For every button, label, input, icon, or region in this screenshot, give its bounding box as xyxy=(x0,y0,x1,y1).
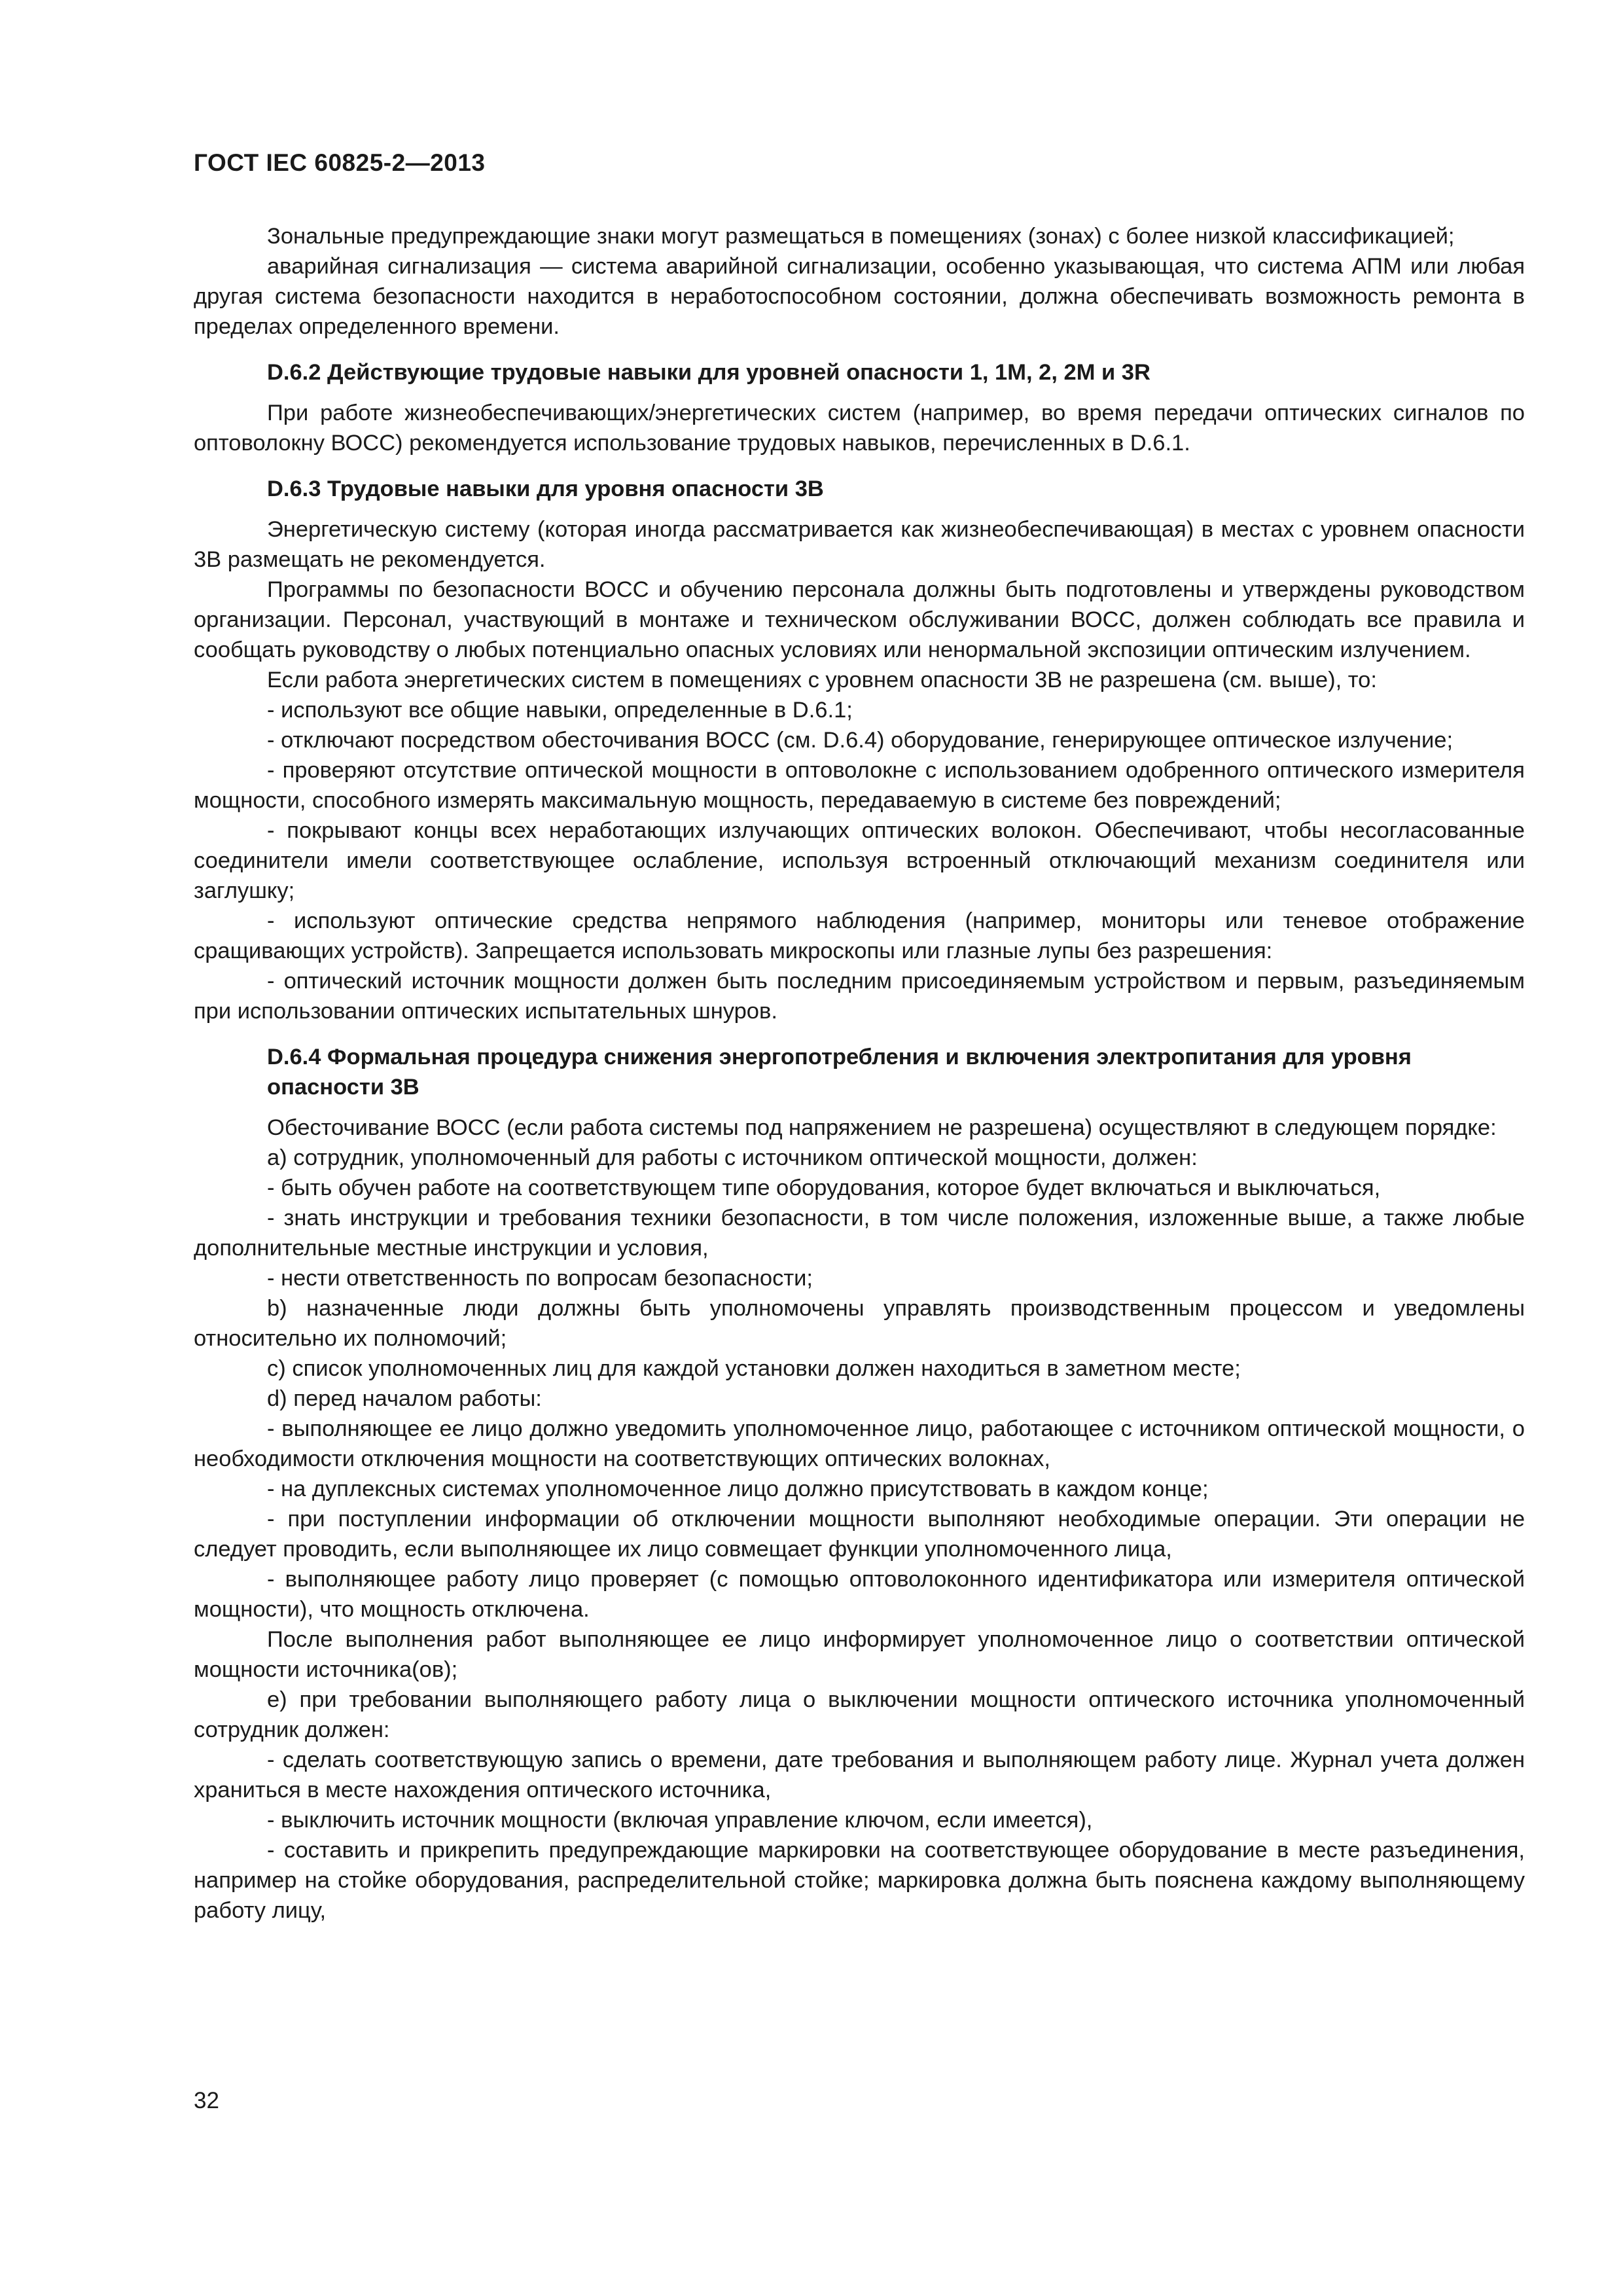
paragraph: Энергетическую систему (которая иногда рассматривается как жизнеобеспечивающая) в местах с уровнем опасности 3В размещать не рекомендуется. xyxy=(194,517,1525,572)
list-item: - выполняющее ее лицо должно уведомить уполномоченное лицо, работающее с источником оптической мощности, о необходимости отключения мощности на соответствующих оптических волокнах, xyxy=(194,1416,1525,1471)
paragraph: При работе жизнеобеспечивающих/энергетических систем (например, во время передачи оптических сигналов по оптоволокну ВОСС) рекомендуется использование трудовых навыков, перечисленных в D.6.1. xyxy=(194,401,1525,456)
list-item: b) назначенные люди должны быть уполномочены управлять производственным процессом и уведомлены относительно их полномочий; xyxy=(194,1296,1525,1351)
list-item: - сделать соответствующую запись о времени, дате требования и выполняющем работу лице. Журнал учета должен храниться в месте нахождения оптического источника, xyxy=(194,1748,1525,1803)
page-number: 32 xyxy=(194,2088,219,2113)
list-item: - нести ответственность по вопросам безопасности; xyxy=(267,1266,813,1291)
section-heading-d63: D.6.3 Трудовые навыки для уровня опасности 3В xyxy=(267,476,824,501)
list-item: - выполняющее работу лицо проверяет (с помощью оптоволоконного идентификатора или измерителя оптической мощности), что мощность отключена. xyxy=(194,1567,1525,1622)
paragraph: аварийная сигнализация — система аварийной сигнализации, особенно указывающая, что система АПМ или любая другая система безопасности находится в неработоспособном состоянии, должна обеспечивать возможность ремонта в пределах определенного времени. xyxy=(194,254,1525,339)
list-item: е) при требовании выполняющего работу лица о выключении мощности оптического источника уполномоченный сотрудник должен: xyxy=(194,1687,1525,1742)
list-item: - используют все общие навыки, определенные в D.6.1; xyxy=(267,698,853,723)
list-item: - выключить источник мощности (включая управление ключом, если имеется), xyxy=(267,1808,1093,1833)
section-heading-d62: D.6.2 Действующие трудовые навыки для уровней опасности 1, 1М, 2, 2М и 3R xyxy=(267,360,1150,385)
list-item: - проверяют отсутствие оптической мощности в оптоволокне с использованием одобренного оптического измерителя мощности, способного измерять максимальную мощность, передаваемую в системе без повреждений; xyxy=(194,758,1525,813)
document-body xyxy=(194,221,1525,1926)
list-item: - оптический источник мощности должен быть последним присоединяемым устройством и первым, разъединяемым при использовании оптических испытательных шнуров. xyxy=(194,969,1525,1024)
list-item: - на дуплексных системах уполномоченное лицо должно присутствовать в каждом конце; xyxy=(267,1477,1209,1501)
paragraph: Обесточивание ВОСС (если работа системы под напряжением не разрешена) осуществляют в следующем порядке: xyxy=(267,1115,1497,1140)
list-item: - отключают посредством обесточивания ВОСС (см. D.6.4) оборудование, генерирующее оптическое излучение; xyxy=(267,728,1454,753)
list-item: - знать инструкции и требования техники безопасности, в том числе положения, изложенные выше, а также любые дополнительные местные инструкции и условия, xyxy=(194,1206,1525,1261)
paragraph: Если работа энергетических систем в помещениях с уровнем опасности 3В не разрешена (см. выше), то: xyxy=(267,668,1377,692)
section-heading-d64: D.6.4 Формальная процедура снижения энергопотребления и включения электропитания для уровня опасности 3В xyxy=(267,1045,1412,1100)
list-item: - при поступлении информации об отключении мощности выполняют необходимые операции. Эти операции не следует проводить, если выполняющее их лицо совмещает функции уполномоченного лица, xyxy=(194,1507,1525,1562)
list-item: а) сотрудник, уполномоченный для работы с источником оптической мощности, должен: xyxy=(267,1145,1198,1170)
paragraph: Программы по безопасности ВОСС и обучению персонала должны быть подготовлены и утверждены руководством организации. Персонал, участвующий в монтаже и техническом обслуживании ВОСС, должен соблюдать все правила и сообщать руководству о любых потенциально опасных условиях или ненормальной экспозиции оптическим излучением. xyxy=(194,577,1525,662)
list-item: - быть обучен работе на соответствующем типе оборудования, которое будет включаться и выключаться, xyxy=(267,1175,1381,1200)
paragraph: Зональные предупреждающие знаки могут размещаться в помещениях (зонах) с более низкой классификацией; xyxy=(267,224,1455,249)
paragraph: После выполнения работ выполняющее ее лицо информирует уполномоченное лицо о соответствии оптической мощности источника(ов); xyxy=(194,1627,1525,1682)
list-item: - покрывают концы всех неработающих излучающих оптических волокон. Обеспечивают, чтобы несогласованные соединители имели соответствующее ослабление, используя встроенный отключающий механизм соединителя или заглушку; xyxy=(194,818,1525,903)
document-code: ГОСТ IEC 60825-2—2013 xyxy=(194,149,486,176)
list-item: - составить и прикрепить предупреждающие маркировки на соответствующее оборудование в месте разъединения, например на стойке оборудования, распределительной стойке; маркировка должна быть пояснена каждому выполняющему работу лицу, xyxy=(194,1838,1525,1923)
list-item: - используют оптические средства непрямого наблюдения (например, мониторы или теневое отображение сращивающих устройств). Запрещается использовать микроскопы или глазные лупы без разрешения: xyxy=(194,908,1525,963)
list-item: с) список уполномоченных лиц для каждой установки должен находиться в заметном месте; xyxy=(267,1356,1241,1381)
list-item: d) перед началом работы: xyxy=(267,1386,542,1411)
